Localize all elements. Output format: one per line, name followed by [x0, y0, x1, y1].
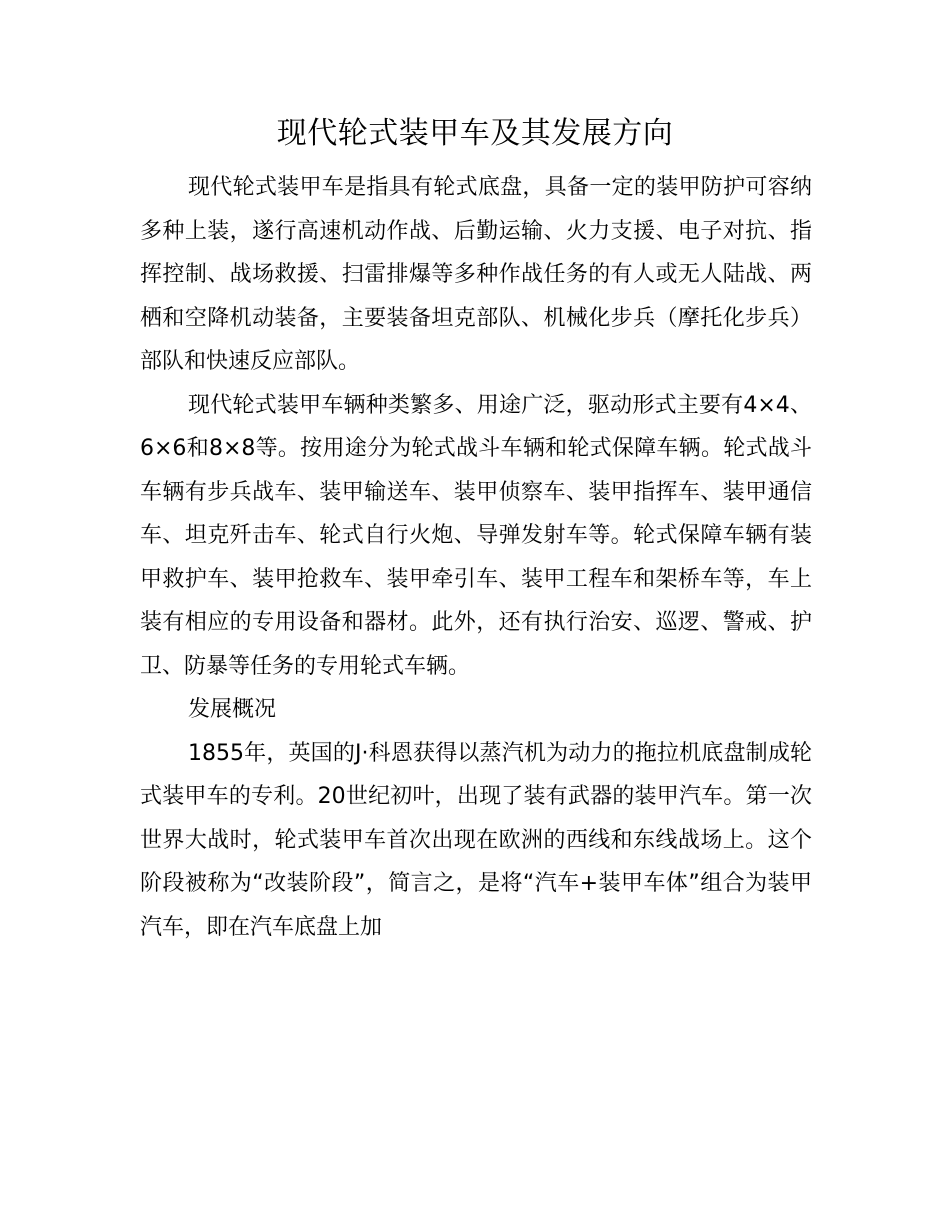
document-body [140, 166, 812, 949]
section-heading: 发展概况 [188, 697, 277, 722]
body-paragraph-history: 1855年，英国的J·科恩获得以蒸汽机为动力的拖拉机底盘制成轮式装甲车的专利。20世纪初叶，出现了装有武器的装甲汽车。第一次世界大战时，轮式装甲车首次出现在欧洲的西线和东线战场上。这个阶段被称为“改装阶段”，简言之，是将“汽车+装甲车体”组合为装甲汽车，即在汽车底盘上加 [140, 740, 812, 940]
body-paragraph-definition: 现代轮式装甲车是指具有轮式底盘，具备一定的装甲防护可容纳多种上装，遂行高速机动作战、后勤运输、火力支援、电子对抗、指挥控制、战场救援、扫雷排爆等多种作战任务的有人或无人陆战、两栖和空降机动装备，主要装备坦克部队、机械化步兵（摩托化步兵）部队和快速反应部队。 [140, 175, 812, 374]
document-title: 现代轮式装甲车及其发展方向 [276, 116, 674, 151]
body-paragraph-types: 现代轮式装甲车辆种类繁多、用途广泛，驱动形式主要有4×4、6×6和8×8等。按用途分为轮式战斗车辆和轮式保障车辆。轮式战斗车辆有步兵战车、装甲输送车、装甲侦察车、装甲指挥车、装甲通信车、坦克歼击车、轮式自行火炮、导弹发射车等。轮式保障车辆有装甲救护车、装甲抢救车、装甲牵引车、装甲工程车和架桥车等，车上装有相应的专用设备和器材。此外，还有执行治安、巡逻、警戒、护卫、防暴等任务的专用轮式车辆。 [140, 392, 812, 679]
